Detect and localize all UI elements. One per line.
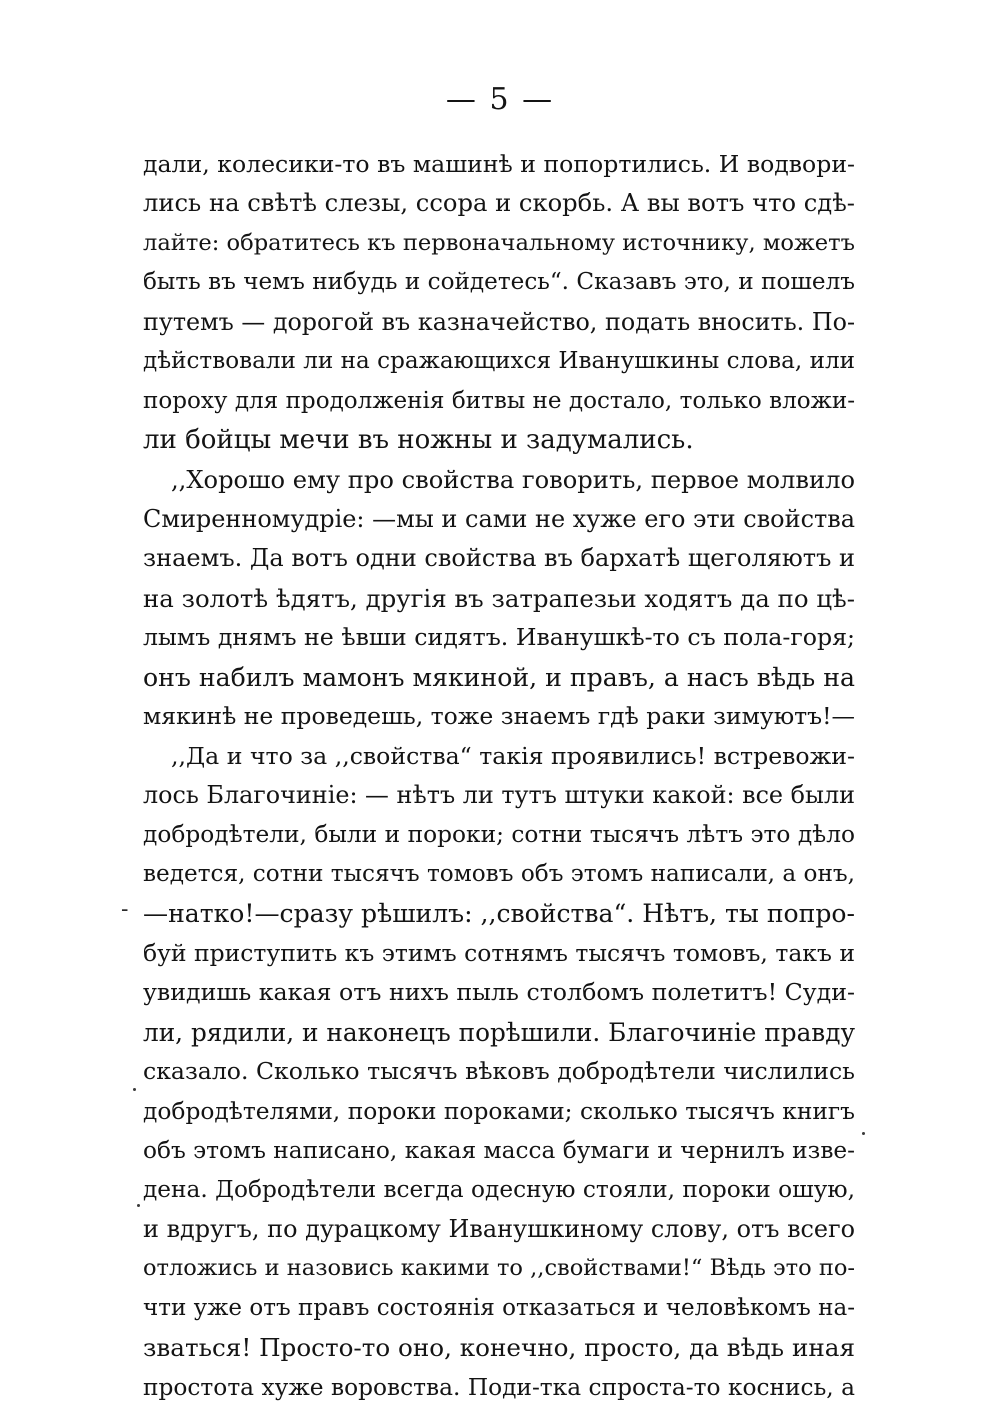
text-line: Смиренномудріе: —мы и сами не хуже его эти свойства — [143, 504, 855, 533]
text-line: отложись и назовись какими то ,,свойствами!“ Вѣдь это по- — [143, 1255, 855, 1282]
margin-mark: - — [121, 897, 129, 922]
text-line: добродѣтели, были и пороки; сотни тысячъ лѣтъ это дѣло — [143, 821, 855, 849]
text-line: увидишь какая отъ нихъ пыль столбомъ полетитъ! Суди- — [143, 978, 855, 1007]
text-line: дена. Добродѣтели всегда одесную стояли, пороки ошую, — [143, 1176, 855, 1204]
text-line: знаемъ. Да вотъ одни свойства въ бархатѣ щеголяютъ и — [143, 544, 855, 573]
text-line: и вдругъ, по дурацкому Иванушкиному слову, отъ всего — [143, 1214, 855, 1243]
text-line: быть въ чемъ нибудь и сойдетесь“. Сказавъ это, и пошелъ — [143, 269, 855, 296]
paragraph-2 — [143, 461, 855, 737]
text-line: дѣйствовали ли на сражающихся Иванушкины слова, или — [143, 348, 855, 375]
text-line: —натко!—сразу рѣшилъ: ,,свойства“. Нѣтъ, ты попро- — [143, 899, 855, 929]
page-number: — 5 — — [445, 82, 555, 117]
text-line: пороху для продолженія битвы не достало, только вложи- — [143, 387, 855, 414]
text-line: ведется, сотни тысячъ томовъ объ этомъ написали, а онъ, — [143, 860, 855, 887]
text-line: лось Благочиніе: — нѣтъ ли тутъ штуки какой: все были — [143, 781, 855, 809]
text-line: добродѣтелями, пороки пороками; сколько тысячъ книгъ — [143, 1096, 855, 1125]
text-line: простота хуже воровства. Поди-тка спроста-то коснись, а — [143, 1373, 855, 1401]
text-line: зваться! Просто-то оно, конечно, просто, да вѣдь иная — [143, 1333, 855, 1363]
text-line: мякинѣ не проведешь, тоже знаемъ гдѣ раки зимуютъ!— — [143, 702, 855, 731]
text-line: лайте: обратитесь къ первоначальному источнику, можетъ — [143, 229, 855, 256]
paragraph-3 — [143, 737, 855, 1407]
text-line: чти уже отъ правъ состоянія отказаться и человѣкомъ на- — [143, 1294, 855, 1321]
paragraph-1 — [143, 145, 855, 461]
body-text — [143, 145, 855, 1407]
text-line: буй приступить къ этимъ сотнямъ тысячъ томовъ, такъ и — [143, 938, 855, 967]
text-line: лись на свѣтѣ слезы, ссора и скорбь. А вы вотъ что сдѣ- — [143, 189, 855, 218]
text-line: объ этомъ написано, какая масса бумаги и чернилъ изве- — [143, 1136, 855, 1164]
print-speck — [862, 1132, 865, 1135]
text-line: дали, колесики-то въ машинѣ и попортились. И водвори- — [143, 150, 855, 178]
text-line: сказало. Сколько тысячъ вѣковъ добродѣтели числились — [143, 1057, 855, 1086]
print-speck — [133, 1088, 136, 1091]
text-line: ,,Да и что за ,,свойства“ такія проявились! встревожи- — [171, 741, 855, 770]
text-line: ли, рядили, и наконецъ порѣшили. Благочиніе правду — [143, 1017, 855, 1047]
text-line: лымъ днямъ не ѣвши сидятъ. Иванушкѣ-то съ пола-горя; — [143, 623, 855, 652]
text-line: путемъ — дорогой въ казначейство, подать вносить. По- — [143, 307, 855, 336]
print-speck — [137, 1204, 140, 1207]
text-line: онъ набилъ мамонъ мякиной, и правъ, а насъ вѣдь на — [143, 662, 855, 692]
text-line: на золотѣ ѣдятъ, другія въ затрапезьи ходятъ да по цѣ- — [143, 583, 855, 613]
text-line: ,,Хорошо ему про свойства говорить, первое молвило — [171, 465, 855, 494]
text-line: ли бойцы мечи въ ножны и задумались. — [143, 425, 694, 456]
